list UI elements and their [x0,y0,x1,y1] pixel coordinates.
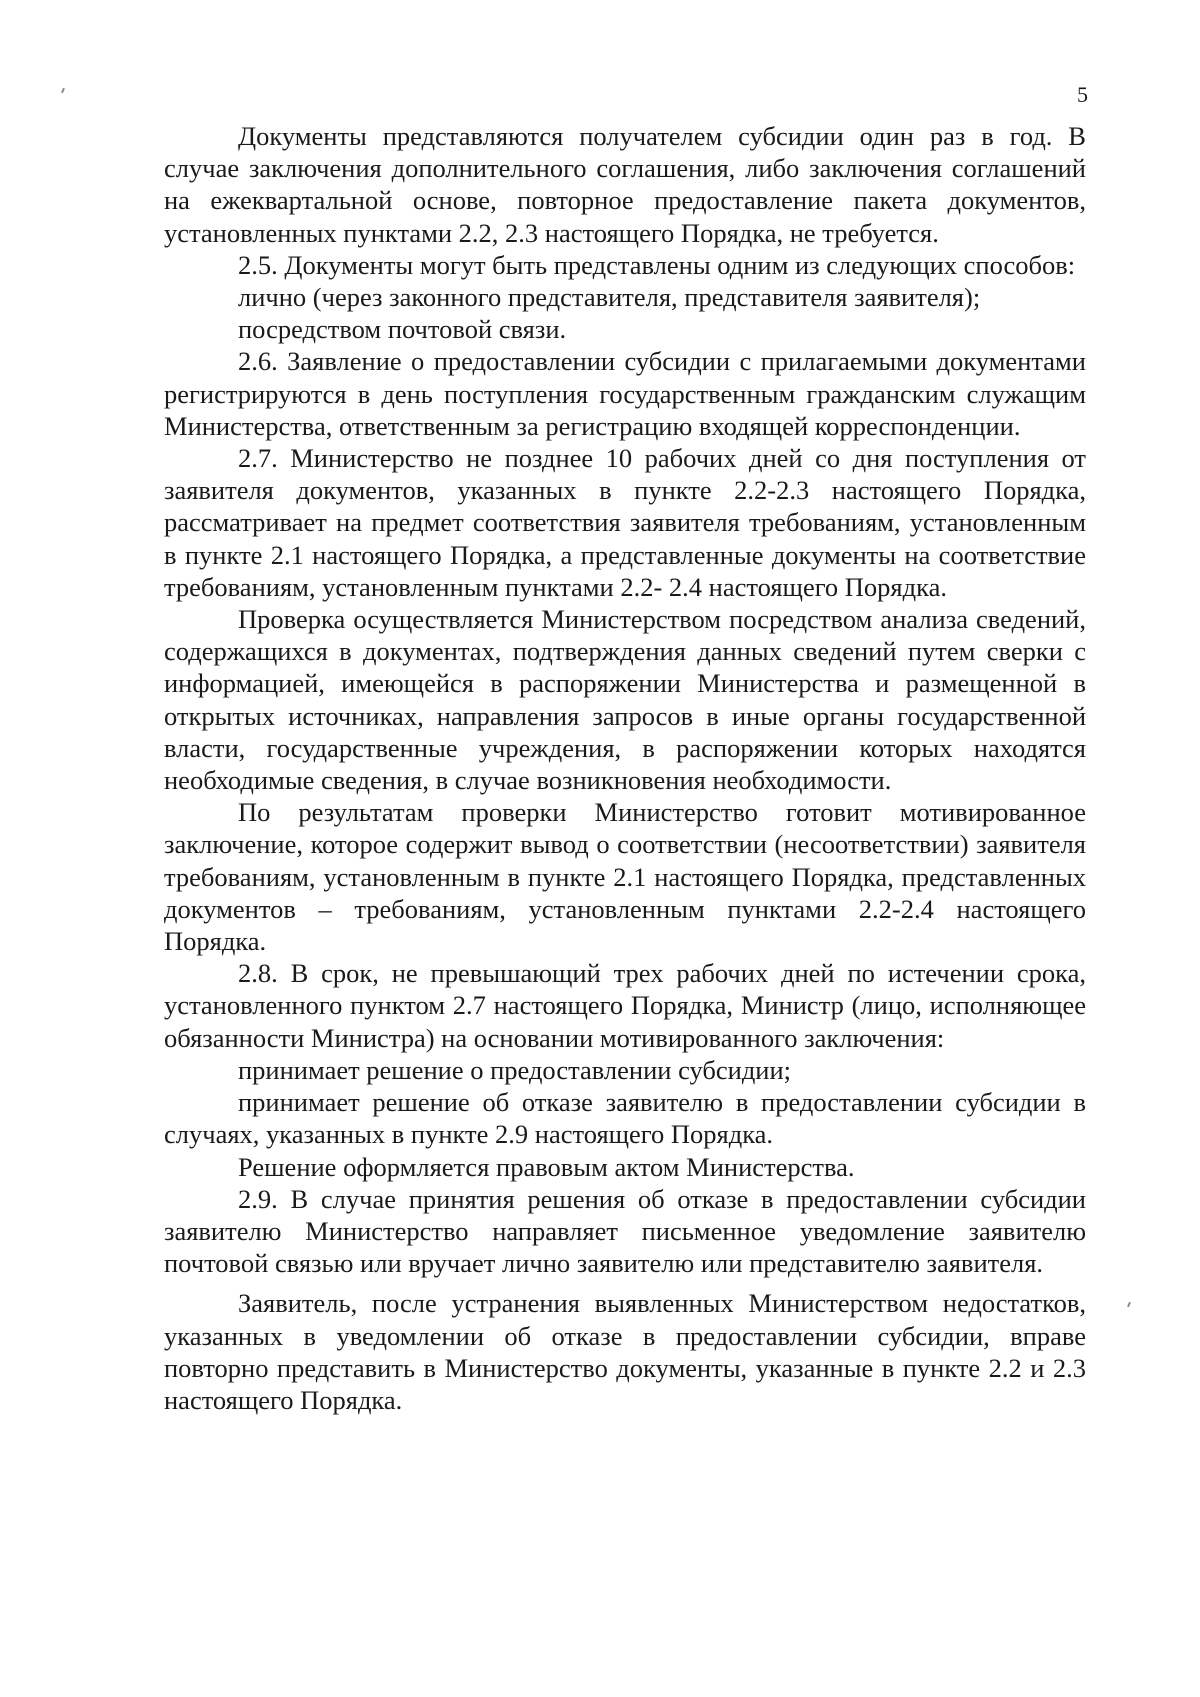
paragraph-legal-act: Решение оформляется правовым актом Министерства. [238,1151,855,1182]
paragraph-2-6-registration: 2.6. Заявление о предоставлении субсидии с прилагаемыми документами регистрируются в день поступления государственным гражданским служащим Министерства, ответственным за регистрацию входящей корреспонденции. [164,346,1086,441]
paragraph-2-8-decision-term: 2.8. В срок, не превышающий трех рабочих дней по истечении срока, установленного пунктом 2.7 настоящего Порядка, Министр (лицо, исполняющее обязанности Министра) на основании мотивированного заключения: [164,958,1086,1053]
paragraph-decision-refusal: принимает решение об отказе заявителю в предоставлении субсидии в случаях, указанных в пункте 2.9 настоящего Порядка. [164,1087,1086,1150]
paragraph-method-post: посредством почтовой связи. [238,314,567,345]
paragraph-2-9-refusal-notice: 2.9. В случае принятия решения об отказе в предоставлении субсидии заявителю Министерство направляет письменное уведомление заявителю почтовой связью или вручает лично заявителю или представителю заявителя. [164,1183,1086,1279]
document-body [164,120,1086,1416]
paragraph-verification: Проверка осуществляется Министерством посредством анализа сведений, содержащихся в документах, подтверждения данных сведений путем сверки с информацией, имеющейся в распоряжении Министерства и размещенной в открытых источниках, направления запросов в иные органы государственной власти, государственные учреждения, в распоряжении которых находятся необходимые сведения, в случае возникновения необходимости. [164,604,1086,796]
scan-speck [1127,1302,1131,1307]
paragraph-2-5-submission-methods: 2.5. Документы могут быть представлены одним из следующих способов: [238,249,1076,280]
paragraph-decision-grant: принимает решение о предоставлении субсидии; [238,1054,792,1085]
paragraph-conclusion: По результатам проверки Министерство готовит мотивированное заключение, которое содержит вывод о соответствии (несоответствии) заявителя требованиям, установленным в пункте 2.1 настоящего Порядка, представленных документов – требованиям, установленным пунктами 2.2-2.4 настоящего Порядка. [164,797,1086,957]
paragraph-documents-once-a-year: Документы представляются получателем субсидии один раз в год. В случае заключения дополнительного соглашения, либо заключения соглашений на ежеквартальной основе, повторное предоставление пакета документов, установленных пунктами 2.2, 2.3 настоящего Порядка, не требуется. [164,121,1086,248]
paragraph-2-7-review: 2.7. Министерство не позднее 10 рабочих дней со дня поступления от заявителя документов, указанных в пункте 2.2-2.3 настоящего Порядка, рассматривает на предмет соответствия заявителя требованиям, установленным в пункте 2.1 настоящего Порядка, а представленные документы на соответствие требованиям, установленным пунктами 2.2- 2.4 настоящего Порядка. [164,443,1086,602]
scan-speck [61,88,65,93]
paragraph-method-in-person: лично (через законного представителя, представителя заявителя); [238,282,981,313]
paragraph-resubmission: Заявитель, после устранения выявленных Министерством недостатков, указанных в уведомлении об отказе в предоставлении субсидии, вправе повторно представить в Министерство документы, указанные в пункте 2.2 и 2.3 настоящего Порядка. [164,1288,1086,1415]
page-number: 5 [1077,82,1088,107]
